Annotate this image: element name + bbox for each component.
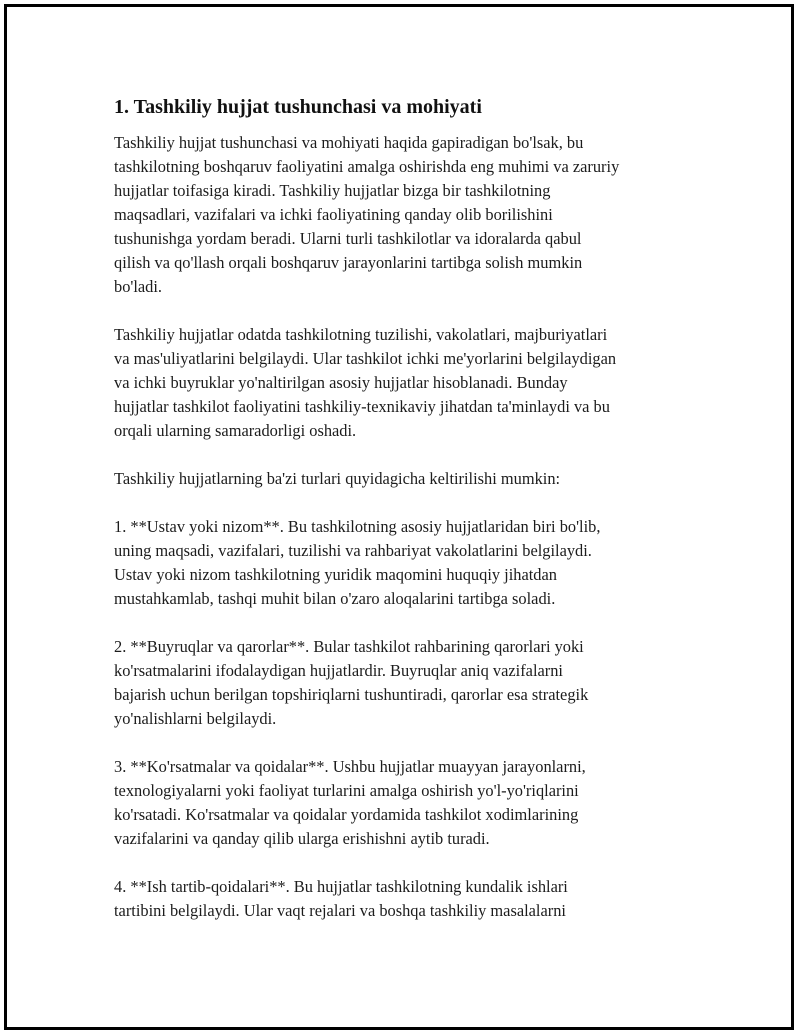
- text-line: 1. **Ustav yoki nizom**. Bu tashkilotning asosiy hujjatlaridan biri bo'lib,: [114, 517, 601, 536]
- text-line: Tashkiliy hujjat tushunchasi va mohiyati haqida gapiradigan bo'lsak, bu: [114, 133, 584, 152]
- text-line: va mas'uliyatlarini belgilaydi. Ular tashkilot ichki me'yorlarini belgilaydigan: [114, 349, 617, 368]
- text-line: texnologiyalarni yoki faoliyat turlarini amalga oshirish yo'l-yo'riqlarini: [114, 781, 579, 800]
- text-line: mustahkamlab, tashqi muhit bilan o'zaro aloqalarini tartibga soladi.: [114, 589, 556, 608]
- text-line: vazifalarini va qanday qilib ularga erishishni aytib turadi.: [114, 829, 490, 848]
- text-line: ko'rsatadi. Ko'rsatmalar va qoidalar yordamida tashkilot xodimlarining: [114, 805, 579, 824]
- text-line: tartibini belgilaydi. Ular vaqt rejalari va boshqa tashkiliy masalalarni: [114, 901, 566, 920]
- paragraph-intro: [114, 131, 694, 299]
- document-body: [114, 93, 694, 947]
- text-line: Tashkiliy hujjatlar odatda tashkilotning tuzilishi, vakolatlari, majburiyatlari: [114, 325, 608, 344]
- text-line: hujjatlar tashkilot faoliyatini tashkiliy-texnikaviy jihatdan ta'minlaydi va bu: [114, 397, 610, 416]
- text-line: va ichki buyruklar yo'naltirilgan asosiy hujjatlar hisoblanadi. Bunday: [114, 373, 568, 392]
- text-line: bajarish uchun berilgan topshiriqlarni tushuntiradi, qarorlar esa strategik: [114, 685, 589, 704]
- text-line: Tashkiliy hujjatlarning ba'zi turlari quyidagicha keltirilishi mumkin:: [114, 469, 561, 488]
- text-line: uning maqsadi, vazifalari, tuzilishi va rahbariyat vakolatlarini belgilaydi.: [114, 541, 592, 560]
- paragraph-types-intro: [114, 467, 694, 491]
- text-line: yo'nalishlarni belgilaydi.: [114, 709, 277, 728]
- text-line: tushunishga yordam beradi. Ularni turli tashkilotlar va idoralarda qabul: [114, 229, 582, 248]
- list-item-buyruqlar: [114, 635, 694, 731]
- text-line: 4. **Ish tartib-qoidalari**. Bu hujjatlar tashkilotning kundalik ishlari: [114, 877, 568, 896]
- text-line: qilish va qo'llash orqali boshqaruv jarayonlarini tartibga solish mumkin: [114, 253, 583, 272]
- list-item-ish-tartib: [114, 875, 694, 923]
- list-item-korsatmalar: [114, 755, 694, 851]
- text-line: bo'ladi.: [114, 277, 163, 296]
- paragraph-structure: [114, 323, 694, 443]
- list-item-ustav: [114, 515, 694, 611]
- text-line: 3. **Ko'rsatmalar va qoidalar**. Ushbu hujjatlar muayyan jarayonlarni,: [114, 757, 586, 776]
- text-line: tashkilotning boshqaruv faoliyatini amalga oshirishda eng muhimi va zaruriy: [114, 157, 620, 176]
- text-line: 2. **Buyruqlar va qarorlar**. Bular tashkilot rahbarining qarorlari yoki: [114, 637, 584, 656]
- text-line: orqali ularning samaradorligi oshadi.: [114, 421, 357, 440]
- text-line: Ustav yoki nizom tashkilotning yuridik maqomini huquqiy jihatdan: [114, 565, 557, 584]
- section-heading: 1. Tashkiliy hujjat tushunchasi va mohiyati: [114, 96, 482, 118]
- text-line: maqsadlari, vazifalari va ichki faoliyatining qanday olib borilishini: [114, 205, 553, 224]
- text-line: hujjatlar toifasiga kiradi. Tashkiliy hujjatlar bizga bir tashkilotning: [114, 181, 551, 200]
- text-line: ko'rsatmalarini ifodalaydigan hujjatlardir. Buyruqlar aniq vazifalarni: [114, 661, 563, 680]
